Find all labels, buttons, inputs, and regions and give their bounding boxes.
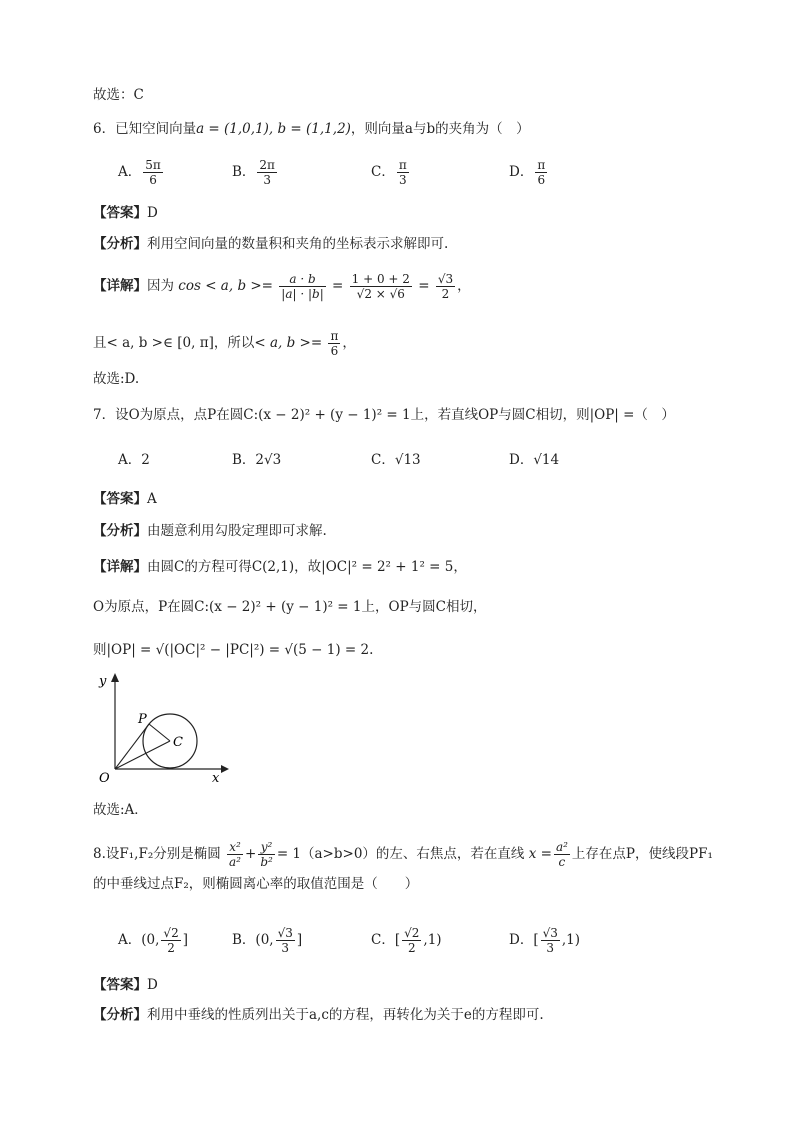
fig-y-label: y [99, 674, 107, 689]
q6-option-d: D． $\frac{\pi}{6}$ [509, 158, 546, 187]
fig-origin-label: O [99, 771, 110, 786]
q6-analysis: 【分析】利用空间向量的数量积和夹角的坐标表示求解即可. [93, 236, 449, 252]
q7-answer: 【答案】A [93, 491, 157, 507]
q8-option-a: A．(0, $\frac{√2}{2}$ ] [118, 926, 188, 955]
q8-option-d: D．[ $\frac{√3}{3}$ ,1) [509, 926, 581, 955]
q7-detail-line2: O为原点，P在圆C:(x − 2)² + (y − 1)² = 1上，OP与圆C相切， [93, 599, 487, 615]
q7-figure [93, 668, 233, 786]
q7-option-b: B．2√3 [232, 452, 282, 468]
q6-stem: 6．已知空间向量a = (1,0,1), b = (1,1,2)，则向量a与b的夹角为（ ） [93, 121, 530, 137]
q6-final: 故选:D. [93, 371, 140, 387]
q8-option-b: B．(0, $\frac{√3}{3}$ ] [232, 926, 303, 955]
choice-line: 故选：C [93, 87, 144, 103]
q8-answer: 【答案】D [93, 977, 158, 993]
q8-stem: 8.设F₁,F₂分别是椭圆 $\frac{\text{x²}}{\text{a²}}$ + $\frac{\text{y²}}{\text{b²}}$ = 1（a>b>0）的左、右焦点，若在直线 x = $\frac{\text{a²}}{c}$ 上存在点P，使线段PF₁ [93, 840, 713, 869]
q7-option-a: A．2 [118, 452, 150, 468]
q7-analysis: 【分析】由题意利用勾股定理即可求解. [93, 523, 327, 539]
fig-center-c-label: C [173, 735, 183, 750]
q6-option-c: C． $\frac{\pi}{3}$ [371, 158, 407, 187]
q7-detail-line3: 则|OP| = √(|OC|² − |PC|²) = √(5 − 1) = 2. [93, 642, 374, 658]
q8-option-c: C．[ $\frac{√2}{2}$ ,1) [371, 926, 442, 955]
q6-option-b: B． $\frac{2\pi}{3}$ [232, 158, 275, 187]
q6-option-a: A． $\frac{5\pi}{6}$ [118, 158, 161, 187]
q6-detail: 【详解】因为 cos < a, b >= $\frac{a \cdot b}{|a| \cdot |b|}$ = $\frac{1 + 0 + 2}{√2 \times √6}$ = $\frac{√3}{2}$ ， [93, 272, 471, 301]
q7-option-c: C．√13 [371, 452, 421, 468]
q7-stem: 7．设O为原点，点P在圆C:(x − 2)² + (y − 1)² = 1上，若直线OP与圆C相切，则|OP| =（ ） [93, 407, 675, 423]
q7-option-d: D．√14 [509, 452, 560, 468]
fig-x-label: x [212, 771, 220, 786]
q8-analysis: 【分析】利用中垂线的性质列出关于a,c的方程，再转化为关于e的方程即可. [93, 1007, 544, 1023]
q7-final: 故选:A． [93, 802, 148, 818]
q6-answer: 【答案】D [93, 205, 158, 221]
q8-stem-line2: 的中垂线过点F₂，则椭圆离心率的取值范围是（ ） [93, 876, 419, 892]
q6-detail-line2: 且< a, b >∈ [0, π]，所以< a, b >= $\frac{\pi}{6}$ ， [93, 329, 356, 358]
fig-point-p-label: P [138, 712, 147, 727]
q7-detail: 【详解】由圆C的方程可得C(2,1)，故|OC|² = 2² + 1² = 5， [93, 559, 467, 575]
